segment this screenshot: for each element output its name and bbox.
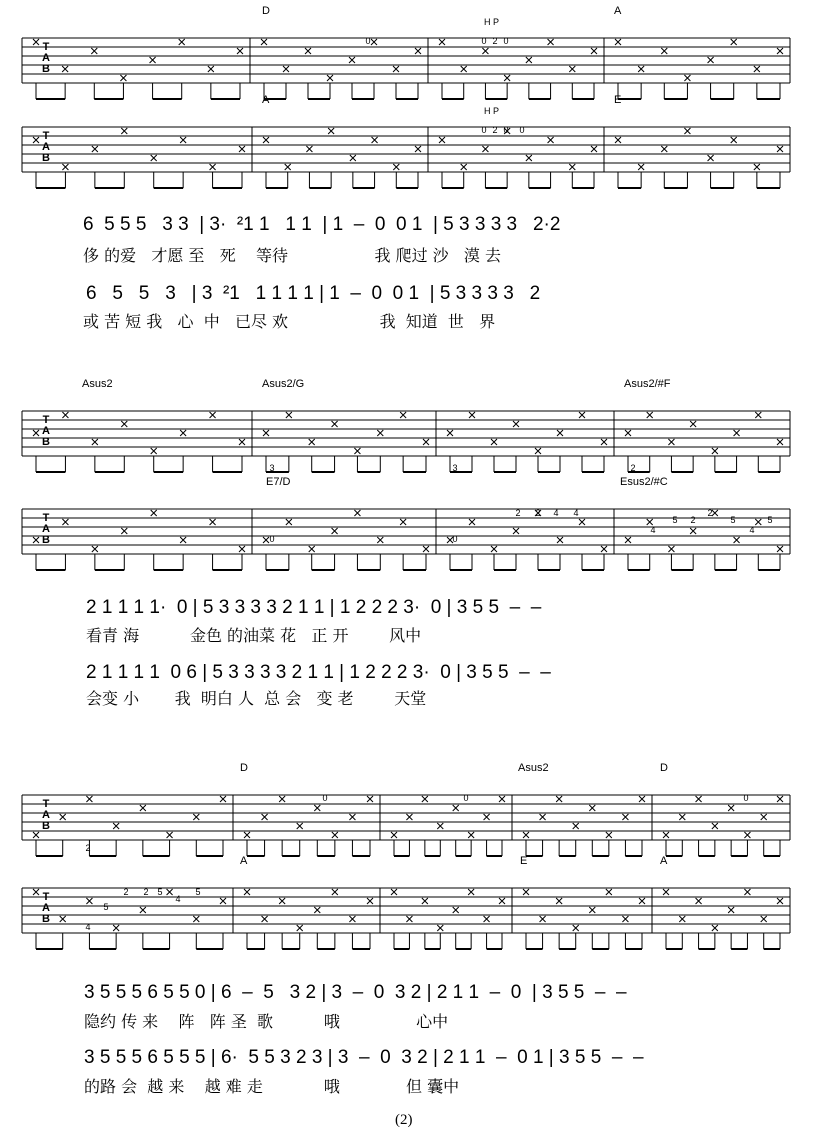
pick-mark <box>761 916 767 922</box>
pick-mark <box>468 832 474 838</box>
pick-mark <box>400 412 406 418</box>
pick-mark <box>86 898 92 904</box>
pick-mark <box>62 519 68 525</box>
jianpu-line-2b: 2 1 1 1 1 0 6 | 5 3 3 3 3 2 1 1 | 1 2 2 2 3· 0 | 3 5 5 – – <box>86 662 551 683</box>
fret-number: 2 <box>630 463 636 473</box>
tab-clef-letter: T <box>42 41 50 53</box>
pick-mark <box>712 823 718 829</box>
pick-mark <box>309 439 315 445</box>
pick-mark <box>728 805 734 811</box>
chord-name: A <box>240 855 248 867</box>
pick-mark <box>286 412 292 418</box>
pick-mark <box>668 439 674 445</box>
pick-mark <box>591 146 597 152</box>
pick-mark <box>121 128 127 134</box>
pick-mark <box>639 898 645 904</box>
pick-mark <box>625 430 631 436</box>
pick-mark <box>755 412 761 418</box>
pick-mark <box>415 48 421 54</box>
pick-mark <box>91 48 97 54</box>
tab-clef-letter: T <box>42 512 50 524</box>
pick-mark <box>548 137 554 143</box>
pick-mark <box>499 898 505 904</box>
jianpu-line-2a: 2 1 1 1 1· 0 | 5 3 3 3 3 2 1 1 | 1 2 2 2 3· 0 | 3 5 5 – – <box>86 597 542 618</box>
pick-mark <box>406 916 412 922</box>
pick-mark <box>377 537 383 543</box>
fret-number: 0 <box>503 36 509 46</box>
pick-mark <box>589 805 595 811</box>
pick-mark <box>262 916 268 922</box>
pick-mark <box>777 898 783 904</box>
pick-mark <box>332 528 338 534</box>
pick-mark <box>92 439 98 445</box>
pick-mark <box>140 907 146 913</box>
pick-mark <box>86 796 92 802</box>
pick-mark <box>573 925 579 931</box>
pick-mark <box>332 832 338 838</box>
pick-mark <box>263 430 269 436</box>
pick-mark <box>210 412 216 418</box>
pick-mark <box>777 48 783 54</box>
fret-number: 0 <box>519 125 525 135</box>
pick-mark <box>167 832 173 838</box>
pick-mark <box>663 889 669 895</box>
pick-mark <box>469 412 475 418</box>
pick-mark <box>526 155 532 161</box>
pick-mark <box>461 66 467 72</box>
pick-mark <box>406 814 412 820</box>
pick-mark <box>712 925 718 931</box>
pick-mark <box>285 164 291 170</box>
pick-mark <box>663 832 669 838</box>
hammer-pull-label: H P <box>484 17 500 27</box>
pick-mark <box>744 832 750 838</box>
pick-mark <box>391 889 397 895</box>
pick-mark <box>499 796 505 802</box>
tab-staff-6 <box>22 888 790 949</box>
pick-mark <box>777 146 783 152</box>
pick-mark <box>573 823 579 829</box>
fret-number: 5 <box>767 515 773 525</box>
fret-number: 0 <box>269 534 275 544</box>
pick-mark <box>327 75 333 81</box>
fret-number: 3 <box>269 463 275 473</box>
tab-staves <box>22 38 790 949</box>
fret-number: 2 <box>492 125 498 135</box>
pick-mark <box>283 66 289 72</box>
fret-number: 4 <box>749 525 755 535</box>
tab-staff-2 <box>22 127 790 188</box>
pick-mark <box>684 128 690 134</box>
pick-mark <box>439 137 445 143</box>
pick-mark <box>193 916 199 922</box>
pick-mark <box>60 814 66 820</box>
fret-number: 0 <box>481 125 487 135</box>
pick-mark <box>526 57 532 63</box>
tab-clef-letter: T <box>42 798 50 810</box>
chord-name: E <box>520 855 528 867</box>
tab-clef-letter: T <box>42 891 50 903</box>
pick-mark <box>690 421 696 427</box>
pick-mark <box>579 412 585 418</box>
lyric-line-3b: 的路 会 越 来 越 难 走 哦 但 囊中 <box>84 1077 460 1096</box>
lyric-line-1b: 或 苦 短 我 心 中 已尽 欢 我 知道 世 界 <box>83 312 496 331</box>
fret-number: 0 <box>503 125 509 135</box>
jianpu-line-1a: 6 5 5 5 3 3 | 3· ²1 1 1 1 | 1 – 0 0 1 | 5 3 3 3 3 2·2 <box>83 214 561 235</box>
chord-name: Asus2 <box>82 378 113 390</box>
pick-mark <box>120 75 126 81</box>
pick-mark <box>332 889 338 895</box>
pick-mark <box>391 832 397 838</box>
pick-mark <box>734 430 740 436</box>
jianpu-line-3b: 3 5 5 5 6 5 5 5 | 6· 5 5 3 2 3 | 3 – 0 3 2 | 2 1 1 – 0 1 | 3 5 5 – – <box>84 1047 644 1068</box>
pick-mark <box>684 75 690 81</box>
pick-mark <box>761 814 767 820</box>
pick-mark <box>557 430 563 436</box>
pick-mark <box>639 796 645 802</box>
chord-names <box>82 5 671 867</box>
pick-mark <box>286 519 292 525</box>
pick-mark <box>556 796 562 802</box>
chord-name: Asus2/#F <box>624 378 671 390</box>
pick-mark <box>638 164 644 170</box>
pick-mark <box>367 796 373 802</box>
tab-staff-3 <box>22 411 790 472</box>
tab-clef-letter: B <box>42 63 50 75</box>
hammer-pull-label: H P <box>484 106 500 116</box>
pick-mark <box>354 448 360 454</box>
pick-mark <box>606 832 612 838</box>
jianpu-line-1b: 6 5 5 3 | 3 ²1 1 1 1 1 | 1 – 0 0 1 | 5 3 3 3 3 2 <box>86 283 541 304</box>
pick-mark <box>328 128 334 134</box>
lyric-line-2a: 看青 海 金色 的油菜 花 正 开 风中 <box>86 626 422 645</box>
tab-clef-letter: B <box>42 436 50 448</box>
pick-mark <box>92 546 98 552</box>
tab-clef-letter: B <box>42 534 50 546</box>
pick-mark <box>625 537 631 543</box>
pick-mark <box>33 832 39 838</box>
pick-mark <box>121 421 127 427</box>
pick-mark <box>468 889 474 895</box>
fret-number: 0 <box>452 534 458 544</box>
chord-name: D <box>240 762 248 774</box>
pick-mark <box>393 66 399 72</box>
pick-mark <box>708 57 714 63</box>
fret-number: 2 <box>515 508 521 518</box>
pick-mark <box>696 796 702 802</box>
pick-mark <box>423 439 429 445</box>
pick-mark <box>151 510 157 516</box>
jianpu-line-3a: 3 5 5 5 6 5 5 0 | 6 – 5 3 2 | 3 – 0 3 2 | 2 1 1 – 0 | 3 5 5 – – <box>84 982 627 1003</box>
pick-mark <box>439 39 445 45</box>
pick-mark <box>548 39 554 45</box>
pick-mark <box>591 48 597 54</box>
pick-mark <box>622 916 628 922</box>
fret-number: 0 <box>743 793 749 803</box>
pick-mark <box>453 907 459 913</box>
pick-mark <box>422 898 428 904</box>
tab-clef-letter: T <box>42 414 50 426</box>
pick-mark <box>708 155 714 161</box>
pick-mark <box>151 448 157 454</box>
chord-name: A <box>614 5 622 17</box>
pick-mark <box>647 412 653 418</box>
pick-mark <box>615 137 621 143</box>
fret-number: 5 <box>730 515 736 525</box>
pick-mark <box>679 814 685 820</box>
fret-number: 0 <box>365 36 371 46</box>
pick-mark <box>754 164 760 170</box>
pick-mark <box>140 805 146 811</box>
pick-mark <box>279 796 285 802</box>
chord-name: D <box>262 5 270 17</box>
pick-mark <box>690 528 696 534</box>
fret-number: 0 <box>481 36 487 46</box>
pick-mark <box>314 805 320 811</box>
pick-mark <box>239 439 245 445</box>
tab-clef-letter: A <box>42 809 50 821</box>
pick-mark <box>349 57 355 63</box>
pick-mark <box>437 823 443 829</box>
pick-mark <box>523 832 529 838</box>
pick-mark <box>423 546 429 552</box>
pick-mark <box>437 925 443 931</box>
fret-number: 4 <box>85 922 91 932</box>
chord-name: D <box>660 762 668 774</box>
pick-mark <box>62 164 68 170</box>
pick-mark <box>469 519 475 525</box>
pick-mark <box>33 137 39 143</box>
pick-mark <box>589 907 595 913</box>
pick-mark <box>180 137 186 143</box>
pick-mark <box>461 164 467 170</box>
pick-mark <box>60 916 66 922</box>
pick-mark <box>208 66 214 72</box>
tab-staff-5 <box>22 795 790 856</box>
tab-clef-letter: B <box>42 820 50 832</box>
pick-mark <box>696 898 702 904</box>
pick-mark <box>239 546 245 552</box>
tab-clef-letter: A <box>42 52 50 64</box>
tab-staff-1 <box>22 38 790 99</box>
pick-mark <box>400 519 406 525</box>
pick-mark <box>622 814 628 820</box>
lyric-line-2b: 会变 小 我 明白 人 总 会 变 老 天堂 <box>86 689 427 708</box>
pick-mark <box>261 39 267 45</box>
fret-number: 0 <box>322 793 328 803</box>
chord-name: Asus2 <box>518 762 549 774</box>
pick-mark <box>92 146 98 152</box>
page-number: (2) <box>395 1112 413 1128</box>
pick-mark <box>167 889 173 895</box>
pick-mark <box>263 537 269 543</box>
pick-mark <box>482 48 488 54</box>
pick-mark <box>535 448 541 454</box>
pick-mark <box>314 907 320 913</box>
pick-mark <box>121 528 127 534</box>
tab-clef-letter: A <box>42 141 50 153</box>
pick-mark <box>679 916 685 922</box>
fret-number: 0 <box>463 793 469 803</box>
pick-mark <box>731 39 737 45</box>
pick-mark <box>279 898 285 904</box>
fret-number: 5 <box>195 887 201 897</box>
pick-mark <box>712 448 718 454</box>
pick-mark <box>415 146 421 152</box>
pick-mark <box>297 925 303 931</box>
pick-mark <box>731 137 737 143</box>
pick-mark <box>638 66 644 72</box>
pick-mark <box>447 430 453 436</box>
fret-number: 2 <box>535 508 541 518</box>
pick-mark <box>484 916 490 922</box>
pick-mark <box>393 164 399 170</box>
fret-number: 3 <box>452 463 458 473</box>
lyric-line-3a: 隐约 传 来 阵 阵 圣 歌 哦 心中 <box>84 1012 449 1031</box>
pick-mark <box>668 546 674 552</box>
fret-number: 4 <box>650 525 656 535</box>
fret-number: 2 <box>123 887 129 897</box>
pick-mark <box>180 430 186 436</box>
chord-name: A <box>262 94 270 106</box>
fret-number: 2 <box>85 843 91 853</box>
chord-name: Asus2/G <box>262 378 305 390</box>
pick-mark <box>244 832 250 838</box>
pick-mark <box>734 537 740 543</box>
pick-mark <box>601 439 607 445</box>
pick-mark <box>62 412 68 418</box>
chord-name: E <box>614 94 622 106</box>
chord-name: E7/D <box>266 476 291 488</box>
pick-mark <box>579 519 585 525</box>
pick-mark <box>193 814 199 820</box>
pick-mark <box>262 814 268 820</box>
pick-mark <box>422 796 428 802</box>
pick-mark <box>354 510 360 516</box>
pick-mark <box>513 528 519 534</box>
pick-mark <box>306 146 312 152</box>
fret-number: 2 <box>690 515 696 525</box>
pick-mark <box>755 519 761 525</box>
pick-mark <box>33 39 39 45</box>
pick-mark <box>372 137 378 143</box>
tab-clef-letter: A <box>42 902 50 914</box>
pick-mark <box>179 39 185 45</box>
fret-number: 2 <box>143 887 149 897</box>
pick-mark <box>151 155 157 161</box>
fret-number: 5 <box>157 887 163 897</box>
pick-mark <box>239 146 245 152</box>
chord-name: Esus2/#C <box>620 476 668 488</box>
pick-mark <box>601 546 607 552</box>
tab-clef-letter: B <box>42 152 50 164</box>
pick-mark <box>491 546 497 552</box>
pick-mark <box>556 898 562 904</box>
fret-number: 4 <box>175 894 181 904</box>
pick-mark <box>540 814 546 820</box>
fret-number: 2 <box>492 36 498 46</box>
pick-mark <box>33 537 39 543</box>
tab-clef-letter: T <box>42 130 50 142</box>
pick-mark <box>482 146 488 152</box>
fret-number: 2 <box>707 508 713 518</box>
pick-mark <box>606 889 612 895</box>
pick-mark <box>150 57 156 63</box>
lyric-line-1a: 侈 的爱 才愿 至 死 等待 我 爬过 沙 漠 去 <box>83 246 502 265</box>
chord-name: A <box>660 855 668 867</box>
pick-mark <box>569 66 575 72</box>
pick-mark <box>237 48 243 54</box>
tab-clef-letter: B <box>42 913 50 925</box>
pick-mark <box>777 796 783 802</box>
pick-mark <box>210 164 216 170</box>
pick-mark <box>62 66 68 72</box>
pick-mark <box>377 430 383 436</box>
fret-number: 5 <box>103 902 109 912</box>
pick-mark <box>210 519 216 525</box>
fret-number: 4 <box>573 508 579 518</box>
pick-mark <box>754 66 760 72</box>
pick-mark <box>513 421 519 427</box>
tab-clef-letter: A <box>42 523 50 535</box>
pick-mark <box>309 546 315 552</box>
pick-mark <box>569 164 575 170</box>
pick-mark <box>615 39 621 45</box>
pick-mark <box>557 537 563 543</box>
pick-mark <box>180 537 186 543</box>
pick-mark <box>349 814 355 820</box>
pick-mark <box>504 75 510 81</box>
pick-mark <box>453 805 459 811</box>
pick-mark <box>540 916 546 922</box>
pick-mark <box>661 48 667 54</box>
pick-mark <box>349 916 355 922</box>
fret-number: 4 <box>553 508 559 518</box>
pick-mark <box>777 546 783 552</box>
pick-mark <box>220 796 226 802</box>
pick-mark <box>220 898 226 904</box>
pick-mark <box>371 39 377 45</box>
pick-mark <box>661 146 667 152</box>
pick-mark <box>263 137 269 143</box>
pick-mark <box>332 421 338 427</box>
pick-mark <box>33 430 39 436</box>
pick-mark <box>297 823 303 829</box>
tab-clef-letter: A <box>42 425 50 437</box>
pick-mark <box>523 889 529 895</box>
pick-mark <box>113 823 119 829</box>
pick-mark <box>350 155 356 161</box>
pick-mark <box>113 925 119 931</box>
pick-mark <box>367 898 373 904</box>
pick-mark <box>728 907 734 913</box>
pick-mark <box>244 889 250 895</box>
pick-mark <box>744 889 750 895</box>
pick-mark <box>712 510 718 516</box>
pick-mark <box>491 439 497 445</box>
pick-mark <box>484 814 490 820</box>
fret-number: 5 <box>672 515 678 525</box>
pick-mark <box>33 889 39 895</box>
pick-mark <box>777 439 783 445</box>
pick-mark <box>305 48 311 54</box>
